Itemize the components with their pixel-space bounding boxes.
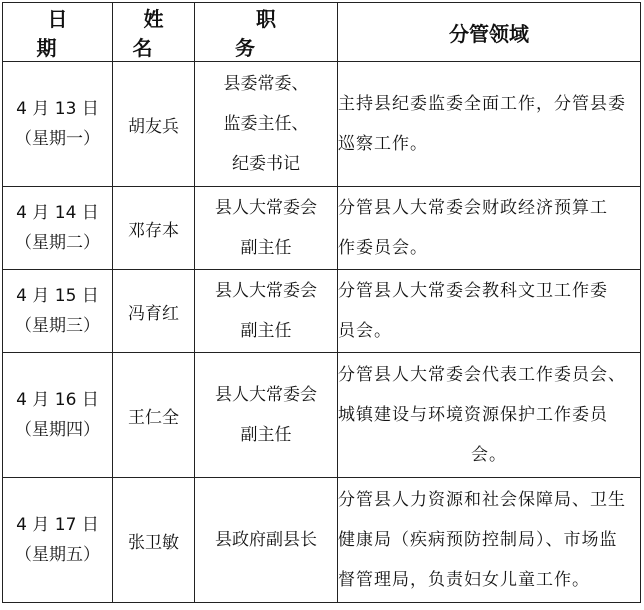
date-cell — [3, 270, 113, 353]
name-cell: 冯育红 — [113, 270, 195, 353]
scope-cell: 主持县纪委监委全面工作，分管县委 巡察工作。 — [338, 62, 641, 187]
scope-cell: 分管县人大常委会代表工作委员会、 城镇建设与环境资源保护工作委员 会。 — [338, 353, 641, 478]
table-header-row — [3, 3, 641, 62]
scope-cell: 分管县人力资源和社会保障局、卫生 健康局（疾病预防控制局）、市场监 督管理局，负责妇女儿童工作。 — [338, 478, 641, 603]
header-post: 职 务 — [195, 3, 338, 62]
post-cell: 县人大常委会 副主任 — [195, 270, 338, 353]
scope-cell: 分管县人大常委会教科文卫工作委 员会。 — [338, 270, 641, 353]
name-cell: 邓存本 — [113, 187, 195, 270]
post-cell: 县委常委、 监委主任、 纪委书记 — [195, 62, 338, 187]
date-text: 4 月 17 日 — [16, 515, 99, 535]
weekday-text: （星期一） — [15, 129, 100, 149]
scope-cell: 分管县人大常委会财政经济预算工 作委员会。 — [338, 187, 641, 270]
post-cell: 县政府副县长 — [195, 478, 338, 603]
schedule-document — [2, 2, 640, 606]
date-text: 4 月 14 日 — [16, 203, 99, 223]
weekday-text: （星期二） — [15, 233, 100, 253]
table-row — [3, 353, 641, 478]
table-row — [3, 62, 641, 187]
name-cell: 胡友兵 — [113, 62, 195, 187]
weekday-text: （星期四） — [15, 420, 100, 440]
post-cell: 县人大常委会 副主任 — [195, 187, 338, 270]
date-cell — [3, 62, 113, 187]
header-scope: 分管领域 — [338, 3, 641, 62]
date-text: 4 月 16 日 — [16, 390, 99, 410]
date-cell — [3, 187, 113, 270]
date-cell — [3, 478, 113, 603]
table-row — [3, 270, 641, 353]
header-name: 姓 名 — [113, 3, 195, 62]
header-date: 日 期 — [3, 3, 113, 62]
table-row — [3, 187, 641, 270]
name-cell: 张卫敏 — [113, 478, 195, 603]
name-cell: 王仁全 — [113, 353, 195, 478]
date-text: 4 月 13 日 — [16, 99, 99, 119]
weekday-text: （星期五） — [15, 545, 100, 565]
reception-schedule-table — [2, 2, 641, 603]
date-cell — [3, 353, 113, 478]
post-cell: 县人大常委会 副主任 — [195, 353, 338, 478]
weekday-text: （星期三） — [15, 316, 100, 336]
table-row — [3, 478, 641, 603]
date-text: 4 月 15 日 — [16, 286, 99, 306]
